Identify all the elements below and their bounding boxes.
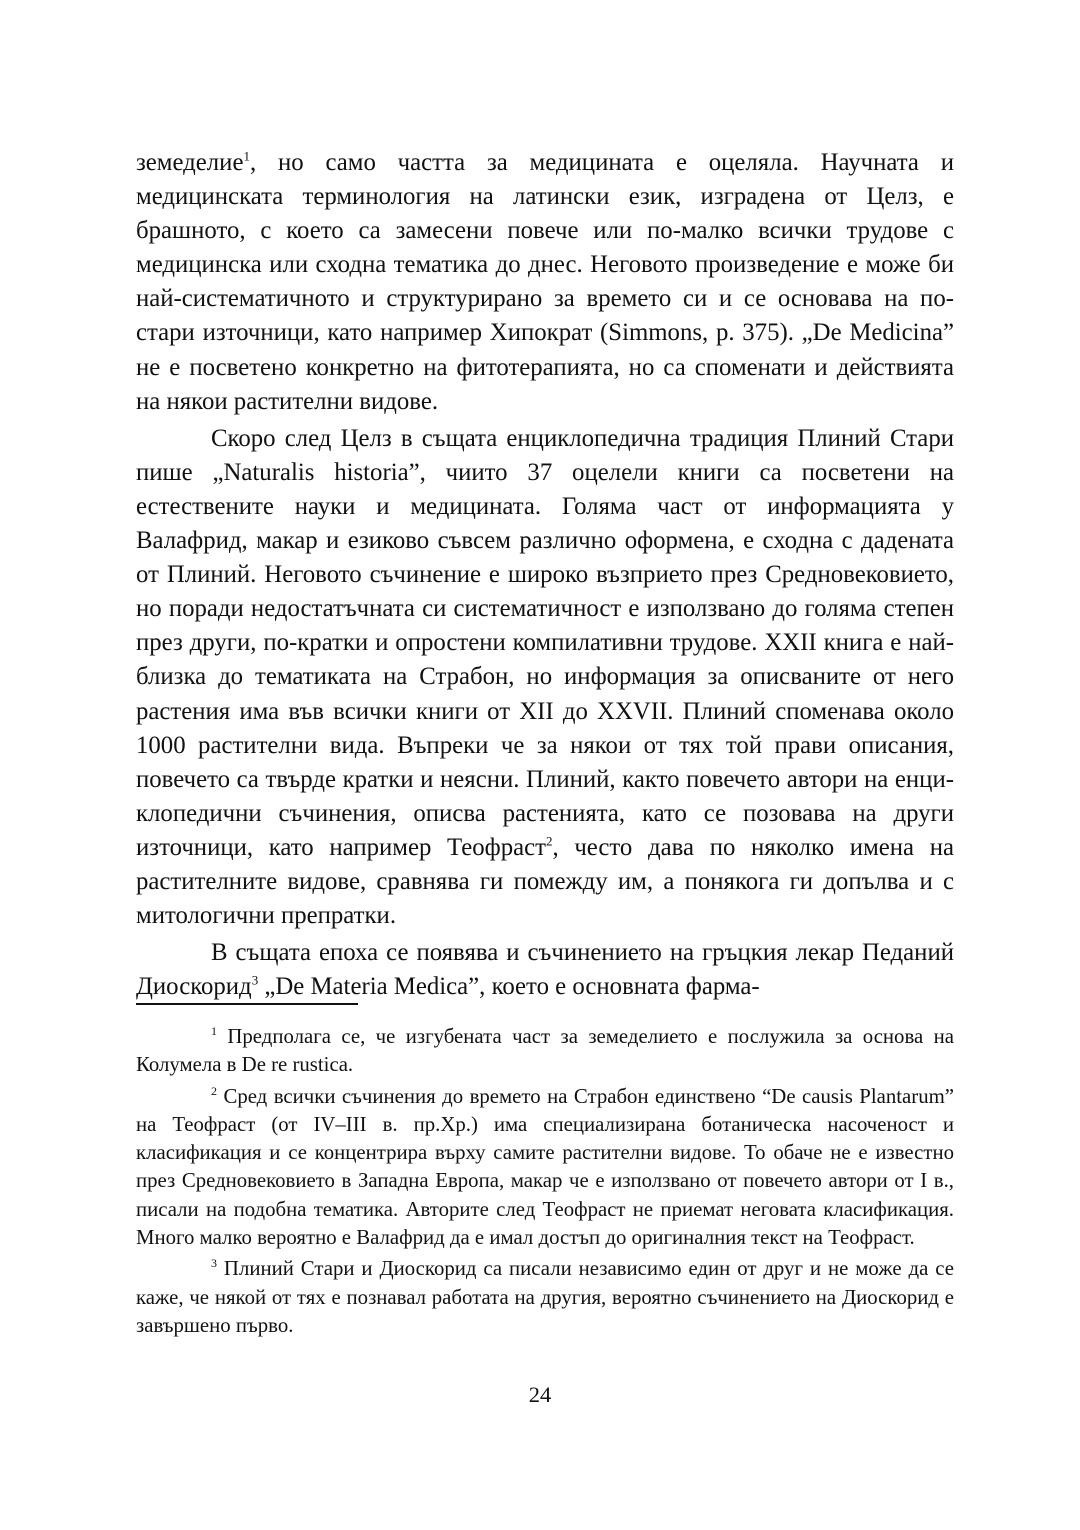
paragraph-3-start: В същата епоха се появява и съчинението на гръцкия лекар Педаний Диоскорид xyxy=(136,939,954,1001)
footnote-ref-1[interactable]: 1 xyxy=(243,148,250,164)
paragraph-3 xyxy=(136,936,954,1004)
footnote-1 xyxy=(136,1023,954,1080)
footnote-text-1: Предполага се, че изгубената част за земеделието е послужила за основа на Колумела в De re rustica. xyxy=(136,1025,954,1077)
paragraph-2-end: , често дава по няколко имена на растителните видове, сравнява ги помежду им, а понякога ги допълва и с митологични препратки. xyxy=(136,833,954,930)
paragraph-1-end: , но само частта за медицината е оцеляла. Научната и медицинската терминология на латински език, изградена от Целз, е брашното, с което са замесени повече или по-малко всички трудове с медицинска или сходна тематика до днес. Неговото произведение е може би най-систематичното и структурирано за времето си и се основава на по-стари източници, като например Хипократ (Simmons, p. 375). „De Medicina” не е посветено конкретно на фитотерапията, но са споменати и действията на някои растителни видове. xyxy=(136,149,954,415)
paragraph-2 xyxy=(136,422,954,933)
page-number: 24 xyxy=(528,1382,552,1407)
footnote-number-2: 2 xyxy=(211,1083,217,1098)
paragraph-1 xyxy=(136,146,954,419)
paragraph-2-start: Скоро след Целз в същата енциклопедична традиция Плиний Стари пише „Naturalis historia”, чиито 37 оцелели книги са посветени на естествените науки и медицината. Голяма част от информацията у Валафрид, макар и езиково съвсем различно оформена, е сходна с дадената от Плиний. Неговото съчинение е широко възприето през Средновековието, но поради недостатъчната си систематичност е използвано до голяма степен през други, по-кратки и опростени компилативни трудове. XXII книга е най-близка до тематиката на Страбон, но информация за описваните от него растения има във всички книги от XII до XXVII. Плиний споменава около 1000 растителни вида. Въпреки че за някои от тях той прави описания, повечето са твърде кратки и неясни. Плиний, както повечето автори на енциклопедични съчинения, описва растенията, като се позовава на други източници, като например Теофраст xyxy=(136,424,954,861)
footnote-2 xyxy=(136,1083,954,1253)
paragraph-1-start: земеделие xyxy=(136,149,244,176)
footnote-number-1: 1 xyxy=(211,1024,217,1039)
paragraph-3-end: „De Materia Medica”, което е основната фарма- xyxy=(258,973,760,1001)
footnote-number-3: 3 xyxy=(211,1256,217,1271)
main-text xyxy=(136,146,954,1004)
footnote-3 xyxy=(136,1255,954,1340)
footnotes xyxy=(136,1023,954,1340)
footnote-text-2: Сред всички съчинения до времето на Страбон единствено “De causis Plantarum” на Теофраст (от IV–III в. пр.Хр.) има специализирана ботаническа насоченост и класификация и се концентрира върху самите растителни видове. То обаче не е известно през Средновековието в Западна Европа, макар че е използвано от повечето автори от I в., писали на подобна тематика. Авторите след Теофраст не приемат неговата класификация. Много малко вероятно е Валафрид да е имал достъп до оригиналния текст на Теофраст. xyxy=(136,1084,954,1250)
footnote-text-3: Плиний Стари и Диоскорид са писали независимо един от друг и не може да се каже, че някой от тях е познавал работата на другия, вероятно съчинението на Диоскорид е завършено първо. xyxy=(136,1257,954,1337)
footnote-separator xyxy=(136,1003,358,1005)
footnote-ref-3[interactable]: 3 xyxy=(251,972,259,988)
footnote-ref-2[interactable]: 2 xyxy=(545,833,553,849)
